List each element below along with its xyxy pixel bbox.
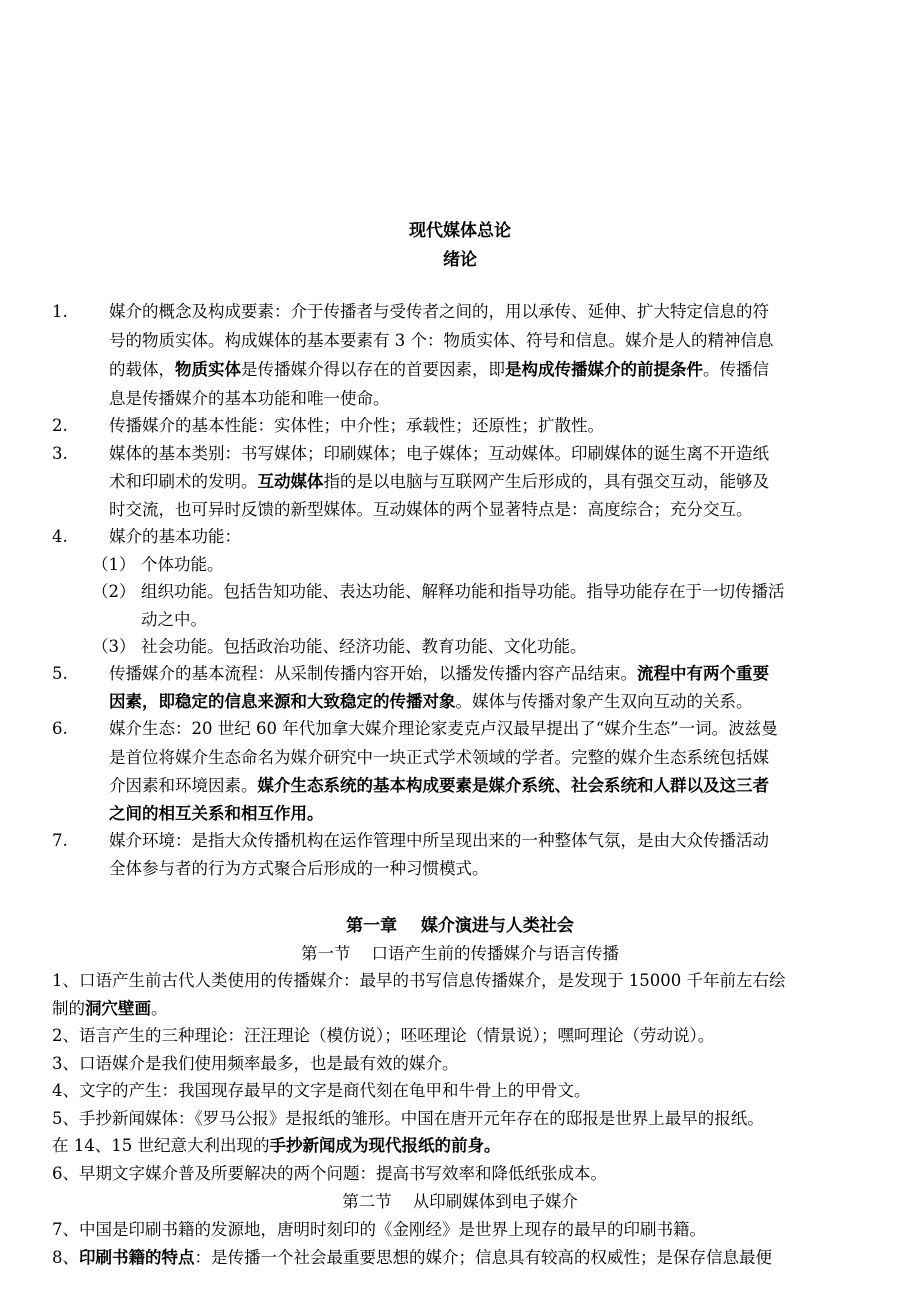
bold-term: 互动媒体 <box>257 472 324 491</box>
section-title: 第二节 从印刷媒体到电子媒介 <box>342 1192 578 1211</box>
list-item-text: 媒介生态：20 世纪 60 年代加拿大媒介理论家麦克卢汉最早提出了“媒介生态”一词。波兹曼 <box>109 719 778 738</box>
list-item-text: 全体参与者的行为方式聚合后形成的一种习惯模式。 <box>109 859 489 878</box>
bold-term: 物质实体 <box>175 360 241 379</box>
bold-term: 手抄新闻成为现代报纸的前身。 <box>269 1136 501 1155</box>
paragraph-text: 5、手抄新闻媒体：《罗马公报》是报纸的雏形。中国在唐开元年存在的邸报是世界上最早的报纸。 <box>52 1109 764 1128</box>
paragraph-text: 4、文字的产生：我国现存最早的文字是商代刻在龟甲和牛骨上的甲骨文。 <box>52 1081 591 1100</box>
paragraph-text: 1、口语产生前古代人类使用的传播媒介：最早的书写信息传播媒介，是发现于 15000 千年前左右绘 <box>52 971 786 990</box>
list-item-text: 传播媒介的基本流程：从采制传播内容开始，以播发传播内容产品结束。流程中有两个重要 <box>109 664 769 683</box>
bold-term: 印刷书籍的特点 <box>79 1248 195 1267</box>
paragraph-text: 7、中国是印刷书籍的发源地，唐明时刻印的《金刚经》是世界上现存的最早的印刷书籍。 <box>52 1220 706 1239</box>
bold-term: 媒介生态系统的基本构成要素是媒介系统、社会系统和人群以及这三者 <box>257 776 769 795</box>
bold-term: 因素，即稳定的信息来源和大致稳定的传播对象 <box>109 692 456 711</box>
paragraph-text: 8、印刷书籍的特点：是传播一个社会最重要思想的媒介；信息具有较高的权威性；是保存信息最便 <box>52 1248 772 1267</box>
list-item-text: 的载体，物质实体是传播媒介得以存在的首要因素，即是构成传播媒介的前提条件。传播信 <box>109 360 769 379</box>
list-item-text: 媒介环境：是指大众传播机构在运作管理中所呈现出来的一种整体气氛，是由大众传播活动 <box>109 831 769 850</box>
document-subtitle: 绪论 <box>443 250 477 270</box>
list-item-text: 时交流，也可异时反馈的新型媒体。互动媒体的两个显著特点是：高度综合；充分交互。 <box>109 500 753 519</box>
list-item-text: 是首位将媒介生态命名为媒介研究中一块正式学术领域的学者。完整的媒介生态系统包括媒 <box>109 748 769 767</box>
list-item-text: 传播媒介的基本性能：实体性；中介性；承载性；还原性；扩散性。 <box>109 416 604 435</box>
list-number: 1. <box>52 302 68 321</box>
sublist-item-text: 动之中。 <box>141 610 207 629</box>
sublist-number: （2） <box>92 582 136 601</box>
list-number: 4. <box>52 527 68 546</box>
sublist-number: （3） <box>92 637 136 656</box>
bold-term: 之间的相互关系和相互作用。 <box>109 804 324 823</box>
sublist-item-text: 社会功能。包括政治功能、经济功能、教育功能、文化功能。 <box>141 637 587 656</box>
list-item-text: 媒介的基本功能： <box>109 527 241 546</box>
paragraph-text: 2、语言产生的三种理论：汪汪理论（模仿说）；呸呸理论（情景说）；嘿呵理论（劳动说）。 <box>52 1026 715 1045</box>
list-number: 3. <box>52 444 68 463</box>
bold-term: 流程中有两个重要 <box>637 664 769 683</box>
list-item-text: 号的物质实体。构成媒体的基本要素有 3 个：物质实体、符号和信息。媒介是人的精神信息 <box>109 331 774 350</box>
paragraph-text: 制的洞穴壁画。 <box>52 999 168 1018</box>
chapter-title: 第一章 媒介演进与人类社会 <box>346 916 574 936</box>
sublist-item-text: 组织功能。包括告知功能、表达功能、解释功能和指导功能。指导功能存在于一切传播活 <box>141 582 785 601</box>
list-item-text: 术和印刷术的发明。互动媒体指的是以电脑与互联网产生后形成的，具有强交互动，能够及 <box>109 472 769 491</box>
list-number: 7. <box>52 831 68 850</box>
sublist-item-text: 个体功能。 <box>141 555 224 574</box>
list-item-text: 媒体的基本类别：书写媒体；印刷媒体；电子媒体；互动媒体。印刷媒体的诞生离不开造纸 <box>109 444 769 463</box>
list-item-text: 介因素和环境因素。媒介生态系统的基本构成要素是媒介系统、社会系统和人群以及这三者 <box>109 776 769 795</box>
document-title: 现代媒体总论 <box>409 221 511 241</box>
list-number: 2. <box>52 416 68 435</box>
list-item-text: 因素，即稳定的信息来源和大致稳定的传播对象。媒体与传播对象产生双向互动的关系。 <box>109 692 753 711</box>
bold-term: 洞穴壁画 <box>85 999 151 1018</box>
list-number: 6. <box>52 719 68 738</box>
paragraph-text: 6、早期文字媒介普及所要解决的两个问题：提高书写效率和降低纸张成本。 <box>52 1164 607 1183</box>
bold-term: 是构成传播媒介的前提条件 <box>505 360 703 379</box>
list-number: 5. <box>52 664 68 683</box>
list-item-text <box>109 799 324 828</box>
sublist-number: （1） <box>92 555 136 574</box>
paragraph-text: 3、口语媒介是我们使用频率最多，也是最有效的媒介。 <box>52 1054 459 1073</box>
list-item-text: 息是传播媒介的基本功能和唯一使命。 <box>109 389 390 408</box>
section-title: 第一节 口语产生前的传播媒介与语言传播 <box>301 944 619 963</box>
list-item-text: 媒介的概念及构成要素：介于传播者与受传者之间的，用以承传、延伸、扩大特定信息的符 <box>109 302 769 321</box>
paragraph-text: 在 14、15 世纪意大利出现的手抄新闻成为现代报纸的前身。 <box>52 1136 501 1155</box>
